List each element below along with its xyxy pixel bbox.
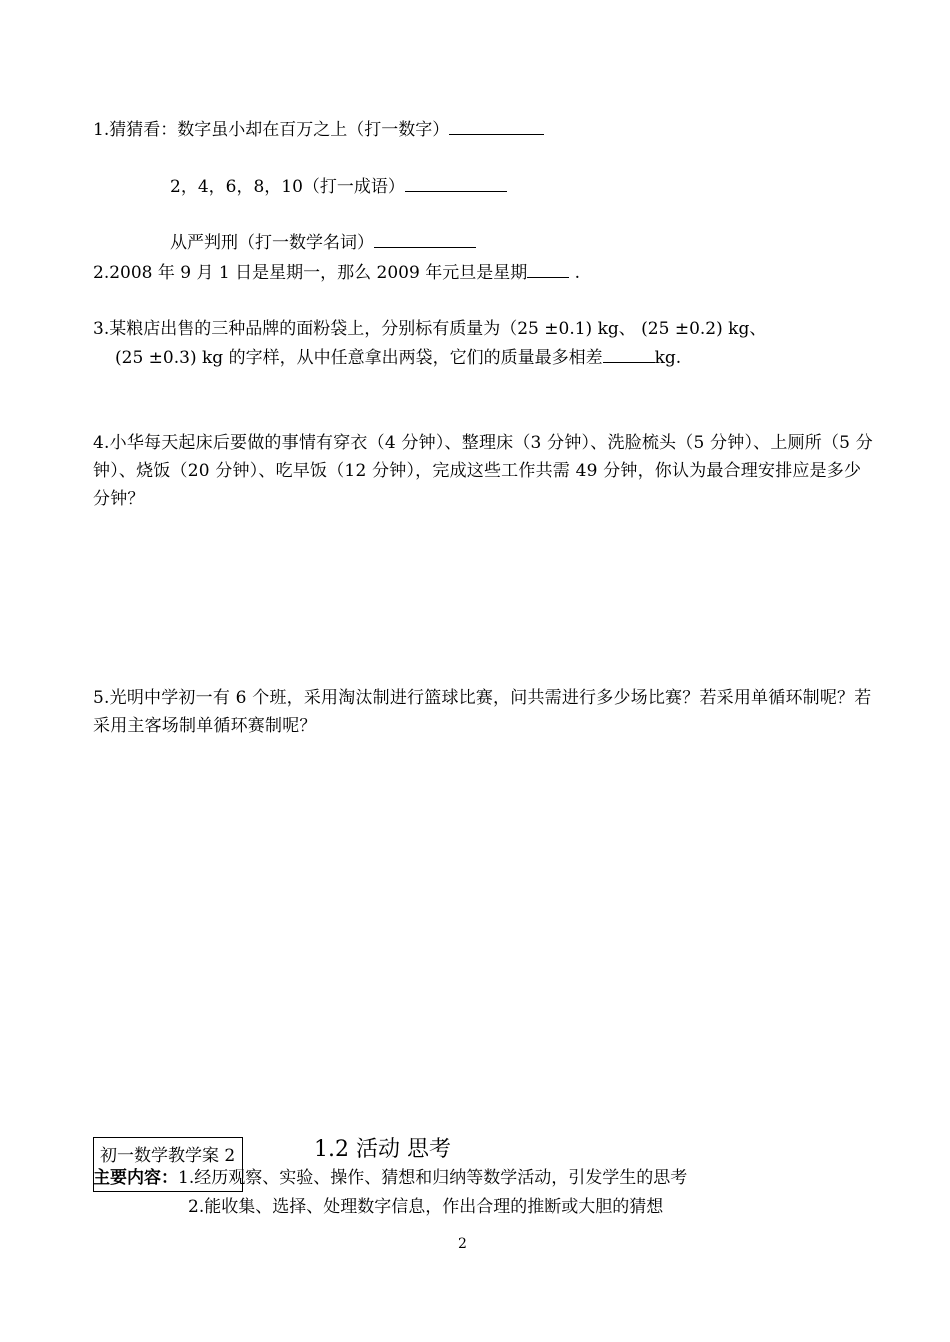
q1-line3-text: 从严判刑（打一数学名词） (170, 233, 374, 253)
q1-line3 (170, 233, 476, 253)
q2-answer-blank[interactable] (527, 276, 569, 278)
q5-paragraph: 5.光明中学初一有 6 个班，采用淘汰制进行篮球比赛，问共需进行多少场比赛？若采用单循环制呢？若采用主客场制单循环赛制呢？ (93, 688, 872, 736)
q1-answer3-blank[interactable] (374, 246, 476, 248)
main-content-line2: 2.能收集、选择、处理数字信息，作出合理的推断或大胆的猜想 (188, 1197, 664, 1217)
q1-line1-text: 1.猜猜看：数字虽小却在百万之上（打一数字） (93, 120, 450, 140)
main-content-line1 (93, 1168, 687, 1188)
q2-tail: . (574, 263, 581, 283)
section-title: 1.2 活动 思考 (314, 1137, 451, 1162)
page-number: 2 (458, 1236, 467, 1252)
q4-paragraph: 4.小华每天起床后要做的事情有穿衣（4 分钟）、整理床（3 分钟）、洗脸梳头（5 分钟）、上厕所（5 分钟）、烧饭（20 分钟）、吃早饭（12 分钟），完成这些工作共需 49 分钟，你认为最合理安排应是多少分钟？ (93, 433, 873, 509)
q1-line2-text: 2，4，6，8，10（打一成语） (170, 177, 405, 197)
q2-text: 2.2008 年 9 月 1 日是星期一，那么 2009 年元旦是星期 (93, 263, 528, 283)
q3-line2 (115, 348, 681, 368)
q3-answer-blank[interactable] (603, 361, 655, 363)
main-content-label: 主要内容： (93, 1168, 178, 1188)
q1-line2 (170, 177, 507, 197)
section-label: 初一数学教学案 2 (100, 1146, 236, 1166)
q1-answer2-blank[interactable] (405, 190, 507, 192)
q1-line1 (93, 120, 544, 140)
q1-answer1-blank[interactable] (449, 133, 544, 135)
main-content-item1: 1.经历观察、实验、操作、猜想和归纳等数学活动，引发学生的思考 (178, 1168, 688, 1188)
q3-line2-text: (25 ±0.3) kg 的字样，从中任意拿出两袋，它们的质量最多相差 (115, 348, 603, 368)
q3-line2-unit: kg. (654, 348, 682, 368)
q3-line1: 3.某粮店出售的三种品牌的面粉袋上，分别标有质量为（25 ±0.1) kg、 (25 ±0.2) kg、 (93, 319, 767, 339)
q2-line (93, 263, 580, 283)
